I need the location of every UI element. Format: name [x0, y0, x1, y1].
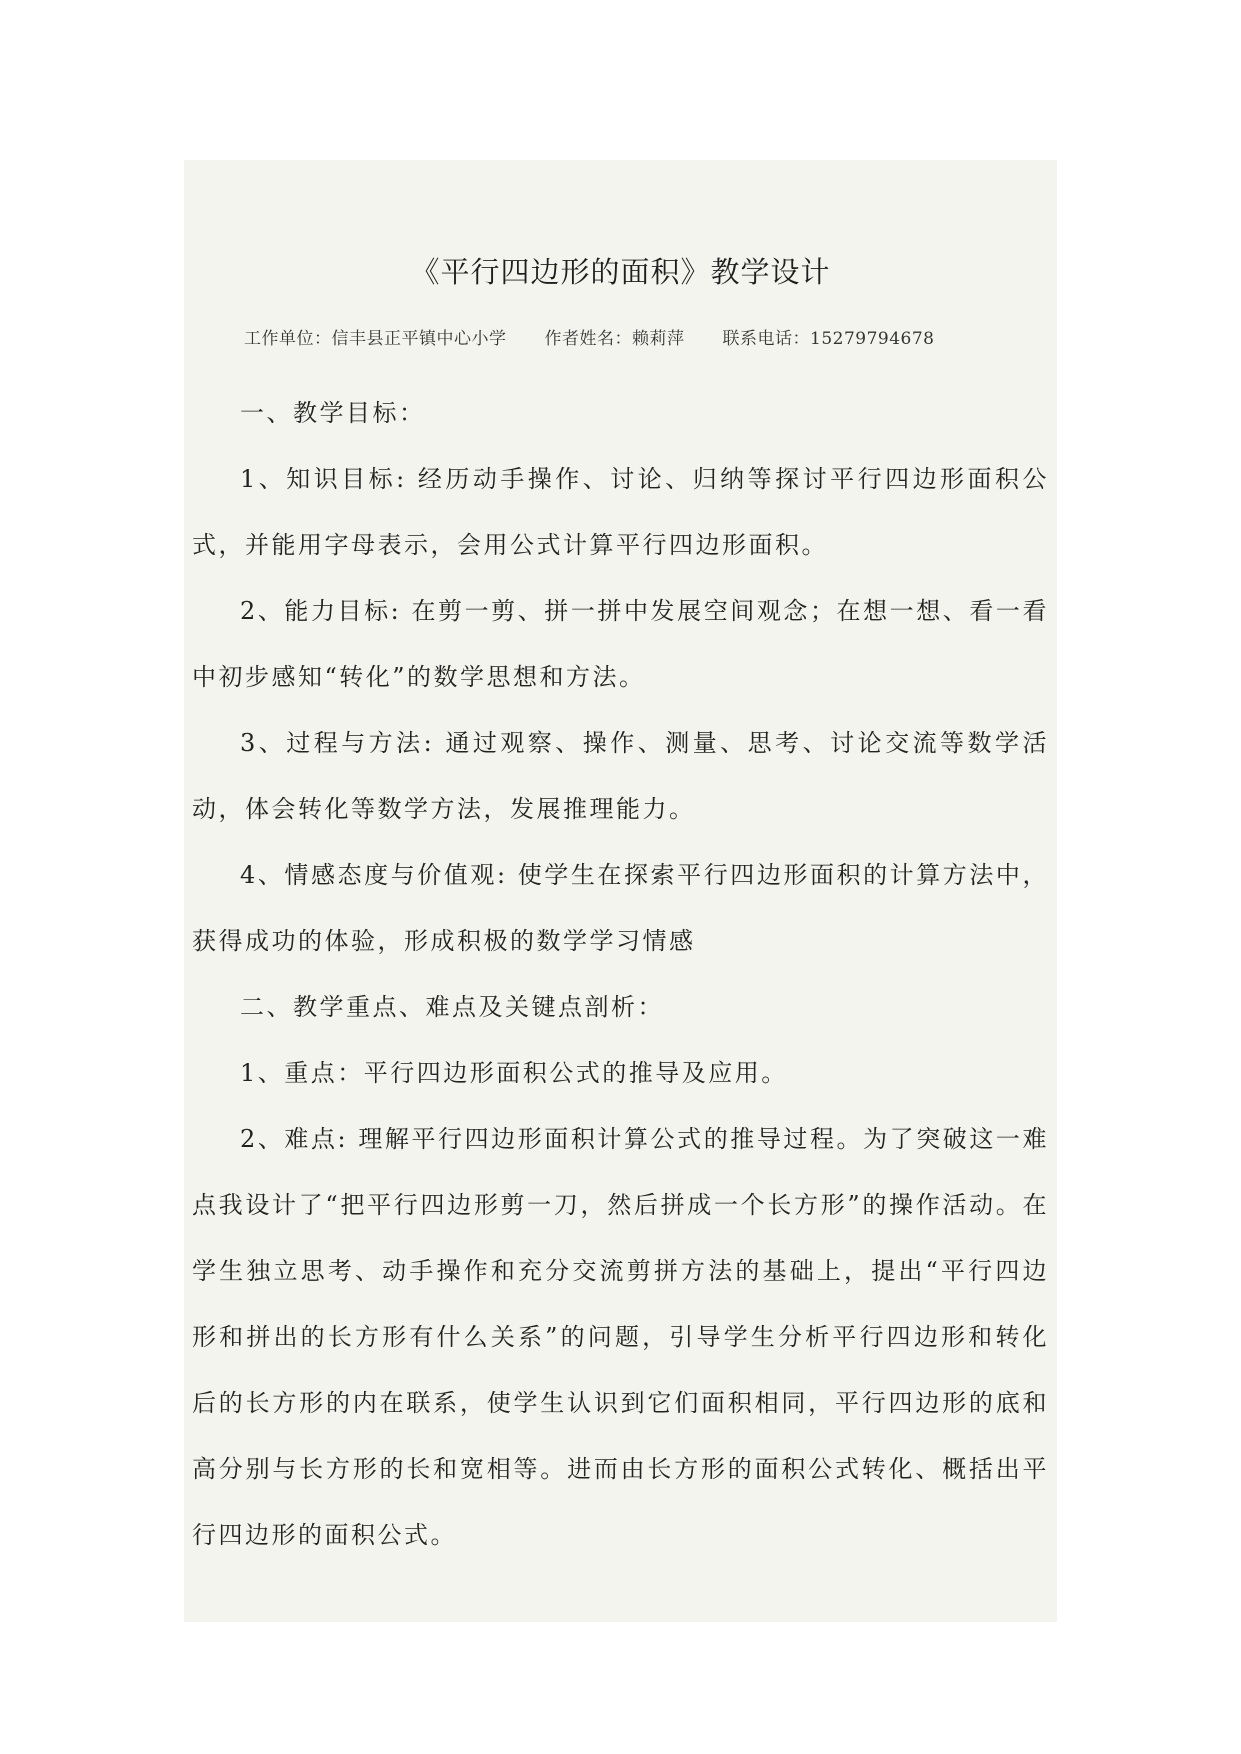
paragraph-key-point: 1、重点：平行四边形面积公式的推导及应用。	[240, 1059, 788, 1087]
document-page	[184, 160, 1057, 1622]
paragraph-ability-objective: 2、能力目标: 在剪一剪、拼一拼中发展空间观念；在想一想、看一看中初步感知“转化”的数学思想和方法。	[192, 597, 1049, 691]
paragraph-attitude-values: 4、情感态度与价值观: 使学生在探索平行四边形面积的计算方法中，获得成功的体验，形成积极的数学学习情感	[192, 861, 1049, 955]
author-name: 作者姓名：赖莉萍	[544, 329, 685, 349]
document-title: 《平行四边形的面积》教学设计	[410, 255, 831, 289]
document-body	[192, 380, 1049, 1568]
contact-phone: 联系电话：15279794678	[722, 329, 935, 349]
paragraph-difficulty: 2、难点: 理解平行四边形面积计算公式的推导过程。为了突破这一难点我设计了“把平行四边形剪一刀，然后拼成一个长方形”的操作活动。在学生独立思考、动手操作和充分交流剪拼方法的基础上，提出“平行四边形和拼出的长方形有什么关系”的问题，引导学生分析平行四边形和转化后的长方形的内在联系，使学生认识到它们面积相同，平行四边形的底和高分别与长方形的长和宽相等。进而由长方形的面积公式转化、概括出平行四边形的面积公式。	[192, 1125, 1049, 1549]
paragraph-process-method: 3、过程与方法: 通过观察、操作、测量、思考、讨论交流等数学活动，体会转化等数学方法，发展推理能力。	[192, 729, 1049, 823]
paragraph-knowledge-objective: 1、知识目标: 经历动手操作、讨论、归纳等探讨平行四边形面积公式，并能用字母表示，会用公式计算平行四边形面积。	[192, 465, 1049, 559]
author-info	[244, 324, 1043, 349]
work-unit: 工作单位：信丰县正平镇中心小学	[244, 329, 507, 349]
section-heading-objectives: 一、教学目标：	[240, 399, 426, 427]
section-heading-key-points: 二、教学重点、难点及关键点剖析：	[240, 993, 664, 1021]
